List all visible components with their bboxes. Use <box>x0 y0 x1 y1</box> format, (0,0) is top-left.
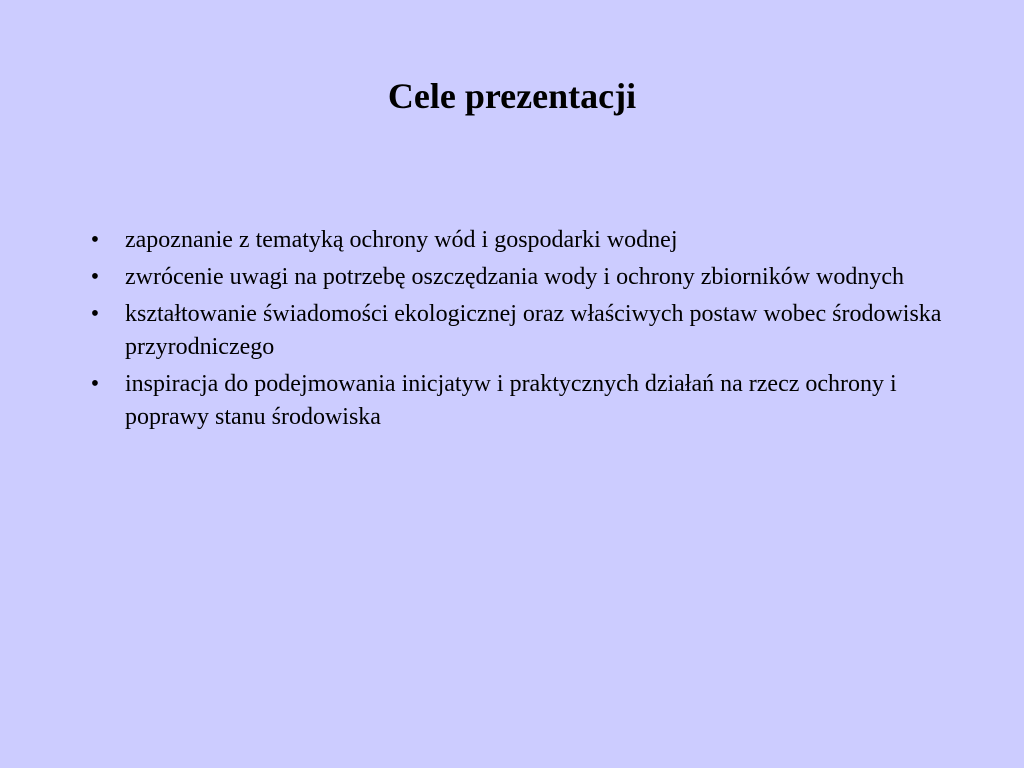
bullet-dot-icon: • <box>90 301 100 327</box>
bullet-text-3: kształtowanie świadomości ekologicznej oraz właściwych postaw wobec środowiska przyrodniczego <box>125 301 942 360</box>
slide-title: Cele prezentacji <box>387 76 637 116</box>
bullet-item-2 <box>85 261 975 294</box>
bullet-text-4: inspiracja do podejmowania inicjatyw i praktycznych działań na rzecz ochrony i poprawy stanu środowiska <box>125 371 897 430</box>
bullet-text-1: zapoznanie z tematyką ochrony wód i gospodarki wodnej <box>125 227 678 253</box>
bullet-dot-icon: • <box>90 227 100 253</box>
bullet-item-3 <box>85 298 975 364</box>
bullet-dot-icon: • <box>90 264 100 290</box>
bullet-item-1 <box>85 224 975 257</box>
bullet-list <box>85 224 975 438</box>
bullet-dot-icon: • <box>90 371 100 397</box>
bullet-text-2: zwrócenie uwagi na potrzebę oszczędzania wody i ochrony zbiorników wodnych <box>125 264 905 290</box>
bullet-item-4 <box>85 368 975 434</box>
